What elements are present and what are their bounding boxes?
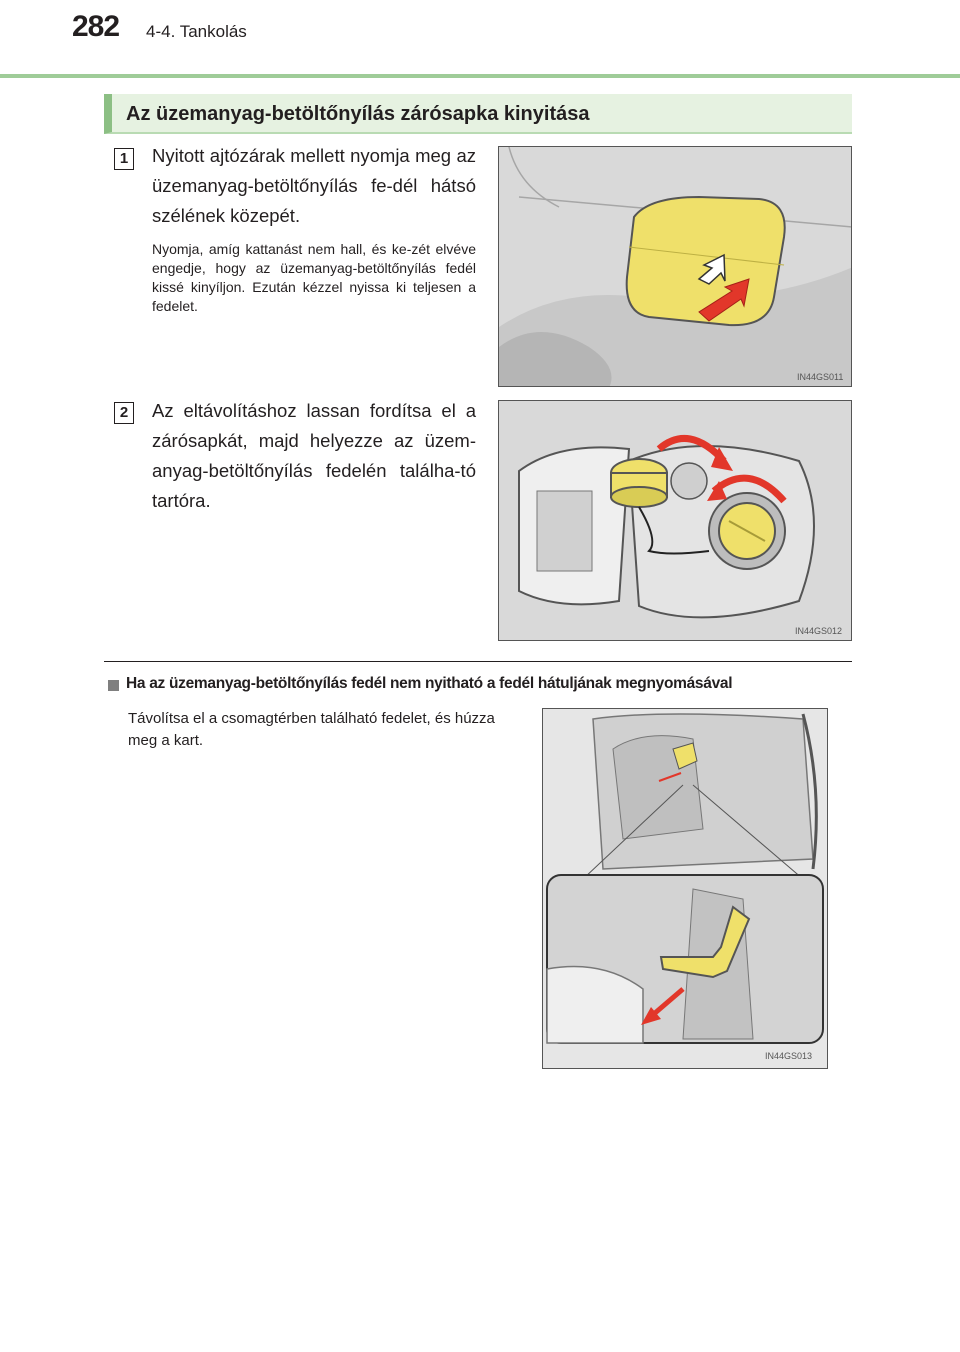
step-1-text: Nyitott ajtózárak mellett nyomja meg az üzemanyag-betöltőnyílás fe-dél hátsó szélének közepét.: [152, 145, 476, 226]
subsection-square-icon: [108, 680, 119, 691]
trunk-lever-illustration: [543, 709, 828, 1069]
step-2-text: Az eltávolításhoz lassan fordítsa el a zárósapkát, majd helyezze az üzem-anyag-betöltőnyílás fedelén találha-tó tartóra.: [152, 400, 476, 511]
header-rule: [0, 74, 960, 78]
figure-3-code: IN44GS013: [765, 1051, 813, 1061]
figure-trunk-lever: [542, 708, 828, 1069]
figure-cap-removal: [498, 400, 852, 641]
step-number-2: 2: [114, 402, 134, 424]
section-title: Az üzemanyag-betöltőnyílás zárósapka kinyitása: [126, 103, 590, 125]
fuel-door-press-illustration: [499, 147, 852, 387]
section-divider: [104, 661, 852, 662]
figure-1-code: IN44GS011: [797, 372, 844, 382]
figure-2-code: IN44GS012: [795, 626, 843, 636]
page-number: 282: [72, 10, 120, 43]
subsection-text: Távolítsa el a csomagtérben található fedelet, és húzza meg a kart.: [128, 710, 495, 749]
cap-removal-illustration: [499, 401, 852, 641]
subsection-title: Ha az üzemanyag-betöltőnyílás fedél nem nyitható a fedél hátuljának megnyomásával: [126, 675, 733, 692]
step-1-note: Nyomja, amíg kattanást nem hall, és ke-zét elvéve engedje, hogy az üzemanyag-betöltőnyílás fedél kissé kinyíljon. Ezután kézzel nyissa ki teljesen a fedelet.: [152, 241, 476, 314]
chapter-title: 4-4. Tankolás: [146, 22, 247, 41]
step-number-1: 1: [114, 148, 134, 170]
section-title-bar: [104, 94, 852, 134]
figure-fuel-door-press: [498, 146, 852, 387]
